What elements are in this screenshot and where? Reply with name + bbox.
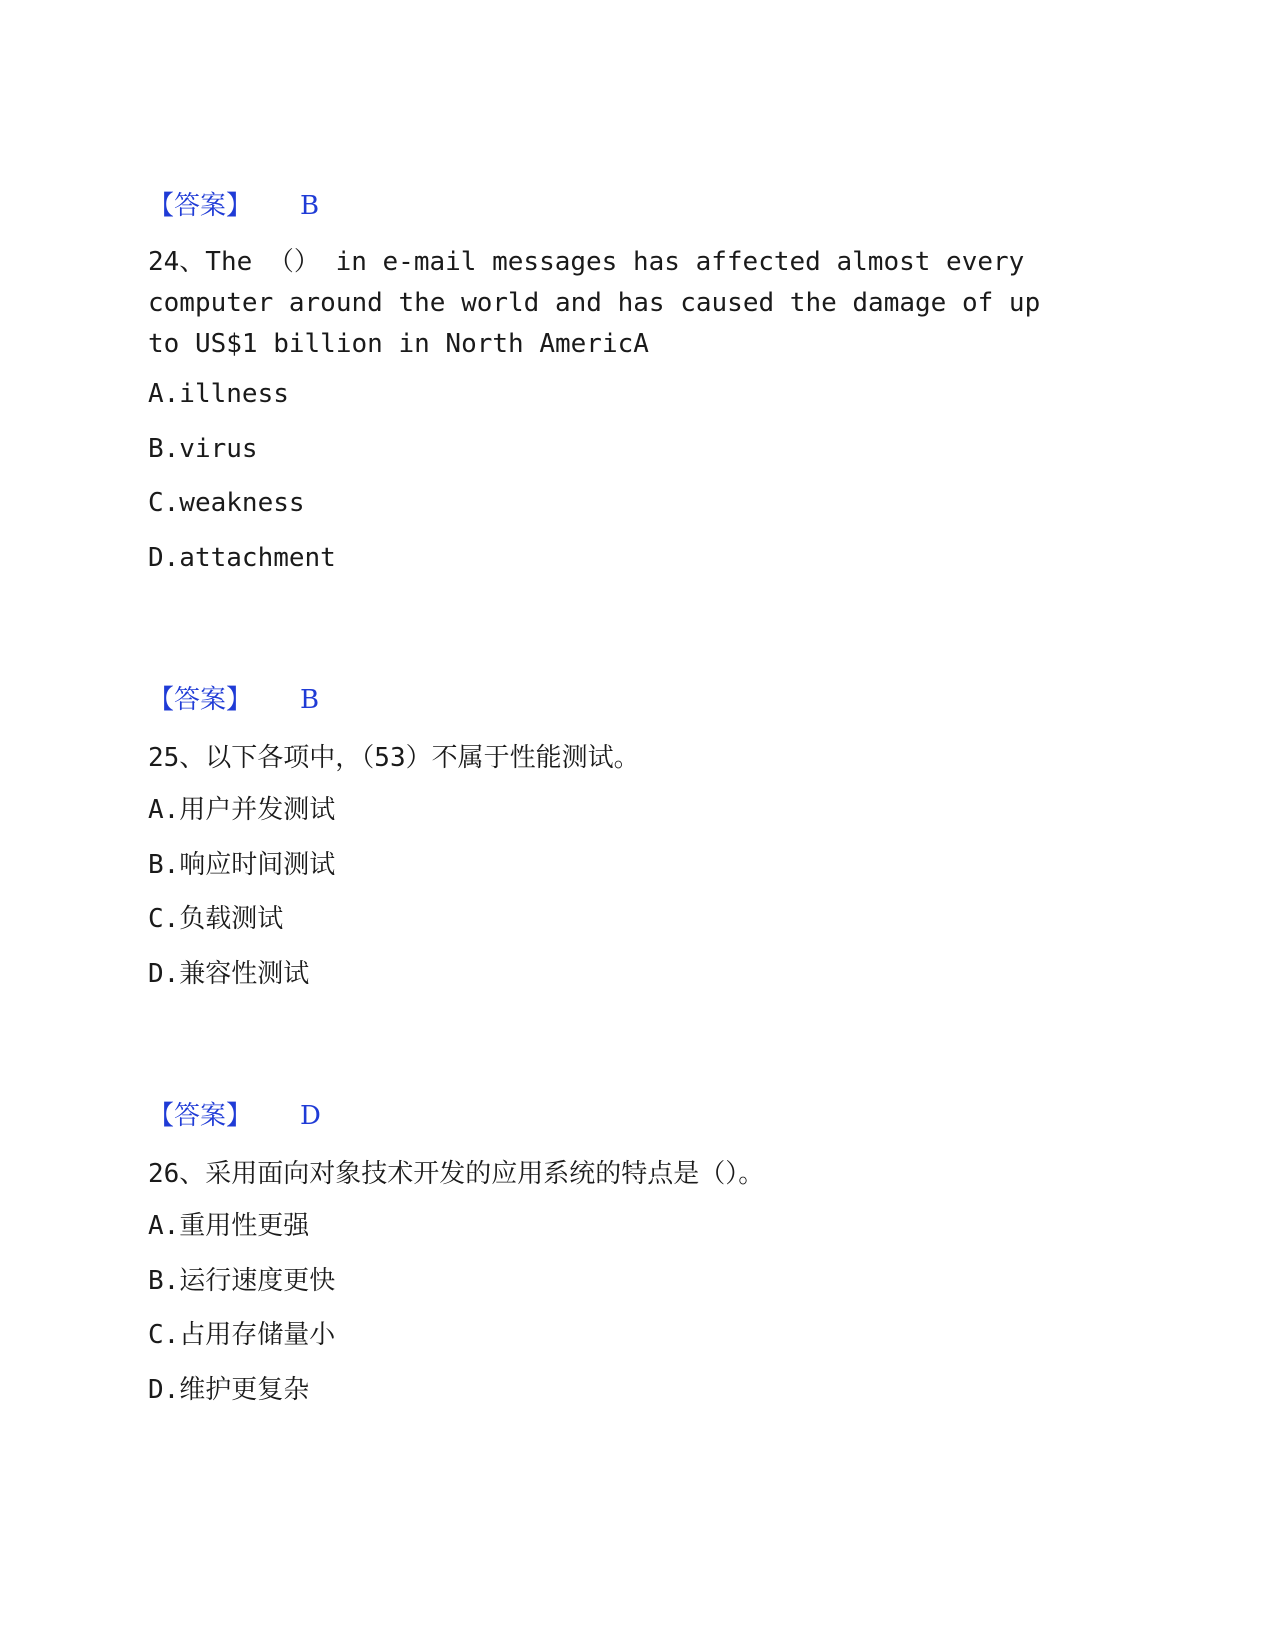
question-24-text: 24、The （） in e-mail messages has affected almost every computer around the world and has caused the damage of up to US$1 billion in North AmericA (148, 247, 1041, 359)
answer-line-25 (148, 1100, 1148, 1132)
answer-label: 【答案】 (148, 685, 253, 715)
question-26 (148, 1154, 1148, 1195)
answer-label: 【答案】 (148, 191, 253, 221)
option-b: B.virus (148, 434, 258, 464)
option-d: D.兼容性测试 (148, 959, 310, 989)
answer-value: B (300, 191, 320, 221)
option-a: A.重用性更强 (148, 1211, 310, 1241)
answer-line-24 (148, 684, 1148, 716)
question-26-text: 26、采用面向对象技术开发的应用系统的特点是（）。 (148, 1159, 765, 1189)
option-b: B.响应时间测试 (148, 850, 336, 880)
option-c: C.weakness (148, 488, 305, 518)
answer-value: D (300, 1101, 321, 1131)
option-d: D.维护更复杂 (148, 1375, 310, 1405)
option-b: B.运行速度更快 (148, 1266, 336, 1296)
option-c: C.负载测试 (148, 904, 284, 934)
option-c: C.占用存储量小 (148, 1320, 336, 1350)
option-a: A.用户并发测试 (148, 795, 336, 825)
option-a: A.illness (148, 379, 289, 409)
question-24 (148, 242, 1148, 365)
answer-line-23 (148, 190, 1148, 222)
option-d: D.attachment (148, 543, 336, 573)
answer-value: B (300, 685, 320, 715)
question-25-text: 25、以下各项中，（53）不属于性能测试。 (148, 743, 640, 773)
answer-label: 【答案】 (148, 1101, 253, 1131)
question-25 (148, 738, 1148, 779)
